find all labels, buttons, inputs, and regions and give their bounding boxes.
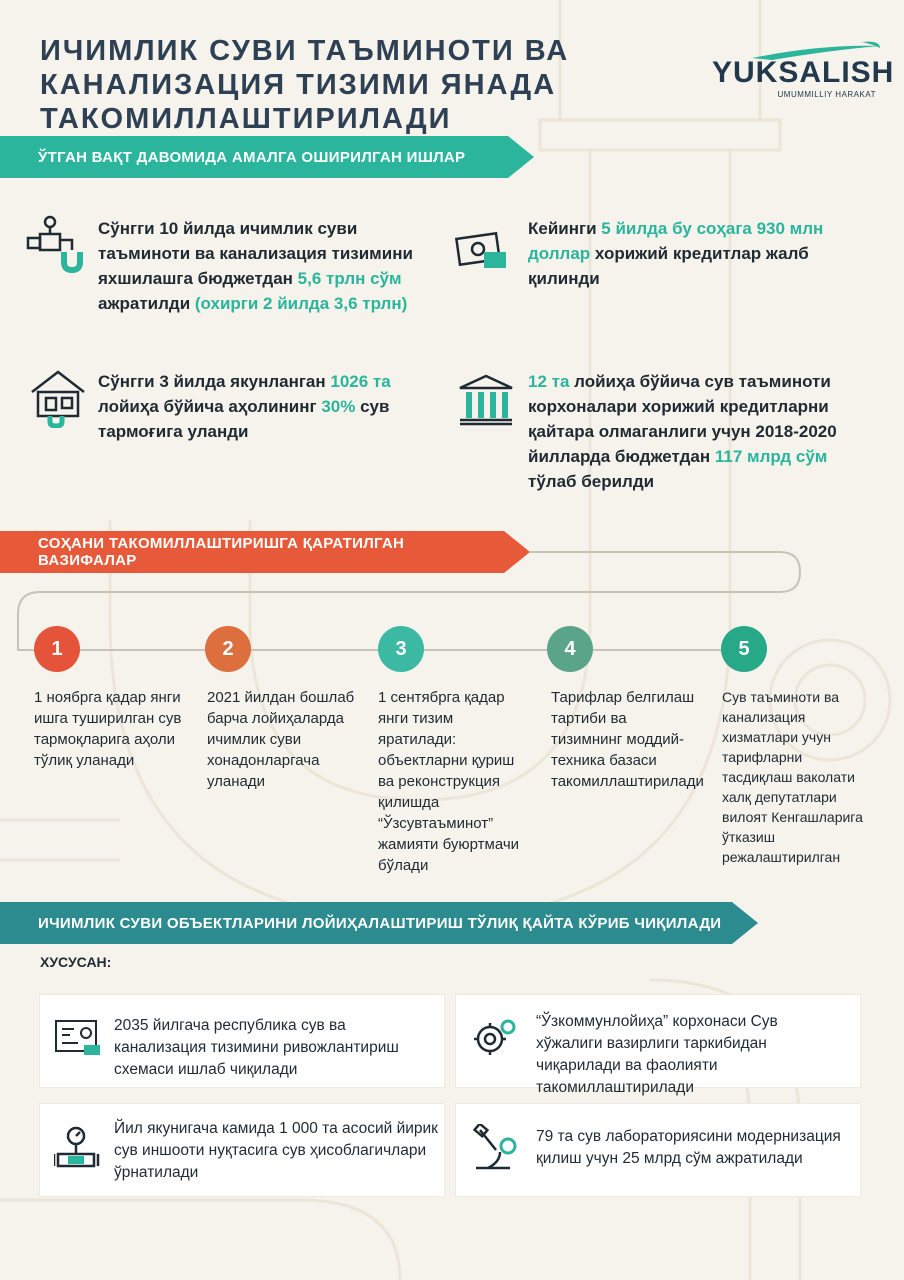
card-scheme: [40, 995, 444, 1087]
microscope-icon: [470, 1124, 520, 1174]
fact-projects: [98, 369, 418, 444]
step-3-number: 3: [378, 626, 424, 672]
section2-heading: СОҲАНИ ТАКОМИЛЛАШТИРИШГА ҚАРАТИЛГАН ВАЗИФАЛАР: [38, 535, 405, 569]
fact-repayment: [528, 369, 868, 494]
fact-repayment-amount: 117 млрд сўм: [714, 447, 828, 466]
gears-icon: [470, 1015, 520, 1065]
fact-repayment-text-2: тўлаб берилди: [528, 472, 655, 491]
fact-projects-count: 1026 та: [330, 372, 391, 391]
fact-budget-text-1: Сўнгги 10 йилда ичимлик суви таъминоти ва канализация тизимини яхшилашга бюджетдан: [98, 219, 413, 288]
step-5-text: Сув таъминоти ва канализация хизматлари учун тарифларни тасдиқлаш ваколати халқ депутатлари вилоят Кенгашларига ўтказиш режалаштирилган: [722, 689, 863, 865]
section1-heading: ЎТГАН ВАҚТ ДАВОМИДА АМАЛГА ОШИРИЛГАН ИШЛАР: [38, 148, 466, 166]
water-tap-icon: [24, 214, 86, 276]
card-labs: [456, 1104, 860, 1196]
fact-projects-text-3: сув тармоғига уланди: [98, 397, 390, 441]
water-meter-icon: [54, 1124, 104, 1174]
step-2-number: 2: [205, 626, 251, 672]
card-meters-text: Йил якунигача камида 1 000 та асосий йирик сув иншооти нуқтасига сув ҳисоблагичлари ўрнатилади: [114, 1120, 438, 1181]
fact-budget-text-2: ажратилди: [98, 294, 195, 313]
step-1-text: 1 ноябрга қадар янги ишга туширилган сув тармоқларига аҳоли тўлиқ уланади: [34, 689, 182, 769]
fact-credits-text-1: Кейинги: [528, 219, 602, 238]
card-company: [456, 995, 860, 1096]
section3-note: ХУСУСАН:: [40, 954, 112, 970]
money-icon: [454, 222, 514, 274]
fact-projects-percent: 30%: [321, 397, 356, 416]
fact-budget: [98, 216, 443, 316]
section2-ribbon: [0, 531, 504, 573]
fact-credits: [528, 216, 848, 291]
logo-subtitle: UMUMMILLIY HARAKAT: [777, 90, 876, 99]
card-labs-text: 79 та сув лабораториясини модернизация қилиш учун 25 млрд сўм ажратилади: [536, 1128, 841, 1167]
section3-ribbon: [0, 902, 732, 944]
blueprint-icon: [54, 1015, 104, 1065]
card-scheme-text: 2035 йилгача республика сув ва канализация тизимини ривожлантириш схемаси ишлаб чиқилади: [114, 1017, 399, 1078]
house-icon: [28, 366, 90, 428]
fact-credits-amount: 5 йилда бу соҳага 930 млн доллар: [528, 219, 824, 263]
step-2-text: 2021 йилдан бошлаб барча лойиҳаларда ичимлик суви хонадонларгача уланади: [207, 689, 355, 790]
fact-budget-recent: (охирги 2 йилда 3,6 трлн): [194, 294, 408, 313]
card-company-text: “Ўзкоммунлойиҳа” корхонаси Сув хўжалиги вазирлиги таркибидан чиқарилади ва фаолияти такомиллаштирилади: [536, 1013, 778, 1096]
card-meters: [40, 1104, 444, 1196]
fact-repayment-count: 12 та: [528, 372, 570, 391]
step-1-number: 1: [34, 626, 80, 672]
fact-projects-text-1: Сўнгги 3 йилда якунланган: [98, 372, 331, 391]
fact-projects-text-2: лойиҳа бўйича аҳолининг: [98, 397, 322, 416]
fact-credits-text-2: хорижий кредитлар жалб қилинди: [528, 244, 809, 288]
section1-ribbon: [0, 136, 508, 178]
step-4-number: 4: [547, 626, 593, 672]
logo-wordmark: YUKSALISH: [712, 56, 895, 89]
section3-heading: ИЧИМЛИК СУВИ ОБЪЕКТЛАРИНИ ЛОЙИҲАЛАШТИРИШ ТЎЛИҚ ҚАЙТА КЎРИБ ЧИҚИЛАДИ: [38, 914, 722, 932]
step-5-number: 5: [721, 626, 767, 672]
step-4-text: Тарифлар белгилаш тартиби ва тизимнинг моддий-техника базаси такомиллаштирилади: [551, 689, 704, 790]
fact-budget-amount: 5,6 трлн сўм: [297, 269, 402, 288]
bank-icon: [456, 374, 516, 426]
page-title: ИЧИМЛИК СУВИ ТАЪМИНОТИ ВА КАНАЛИЗАЦИЯ ТИЗИМИ ЯНАДА ТАКОМИЛЛАШТИРИЛАДИ: [40, 35, 570, 135]
fact-repayment-text-1: лойиҳа бўйича сув таъминоти корхоналари хорижий кредитларни қайтара олмаганлиги учун 2018-2020 йилларда бюджетдан: [528, 372, 837, 466]
yuksalish-logo: [712, 40, 895, 100]
step-3-text: 1 сентябрга қадар янги тизим яратилади: объектларни қуриш ва реконструкция қилишда “Ўзсувтаъминот” жамияти буюртмачи бўлади: [378, 689, 520, 874]
